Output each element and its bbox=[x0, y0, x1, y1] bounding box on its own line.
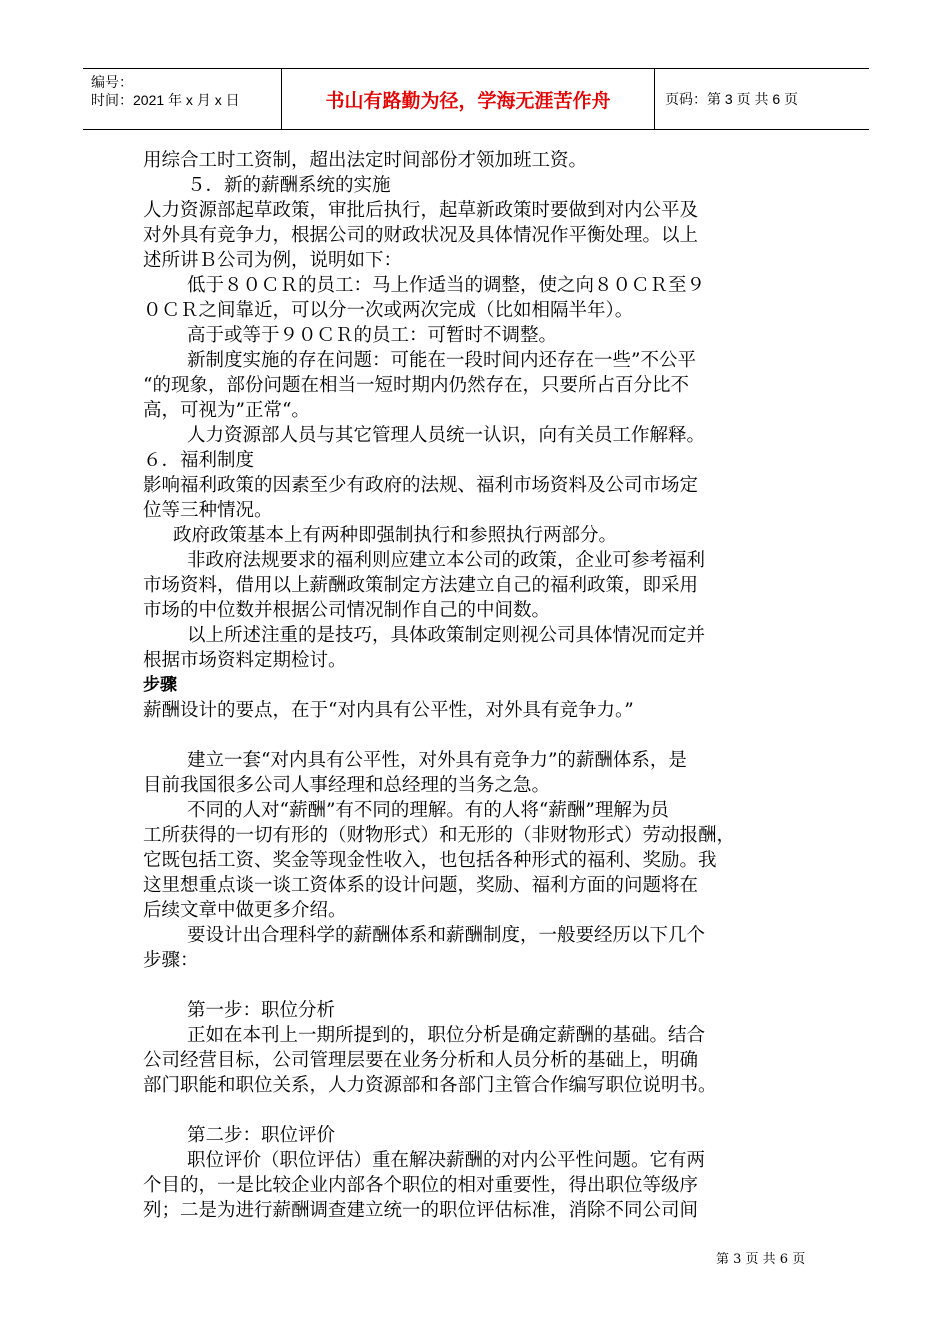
doc-number-label: 编号： bbox=[91, 74, 133, 90]
body-line: 目前我国很多公司人事经理和总经理的当务之急。 bbox=[143, 775, 551, 796]
body-line: 人力资源部人员与其它管理人员统一认识，向有关员工作解释。 bbox=[187, 425, 706, 446]
body-line: 市场资料，借用以上薪酬政策制定方法建立自己的福利政策，即采用 bbox=[143, 575, 699, 596]
blank-line bbox=[143, 1098, 815, 1123]
body-line: 不同的人对“薪酬”有不同的理解。有的人将“薪酬”理解为员 bbox=[187, 800, 669, 821]
header-page-info bbox=[655, 69, 869, 129]
header-page-label: 页码：第 3 页 共 6 页 bbox=[665, 91, 799, 107]
section-heading: ６．福利制度 bbox=[143, 450, 255, 471]
document-body bbox=[143, 148, 815, 1223]
doc-date-label: 时间：2021 年 x 月 x 日 bbox=[91, 92, 240, 108]
body-line: 薪酬设计的要点，在于“对内具有公平性，对外具有竞争力。” bbox=[143, 700, 634, 721]
step-heading: 第一步：职位分析 bbox=[187, 1000, 336, 1021]
body-line: 正如在本刊上一期所提到的，职位分析是确定薪酬的基础。结合 bbox=[187, 1025, 706, 1046]
body-line: 对外具有竞争力，根据公司的财政状况及具体情况作平衡处理。以上 bbox=[143, 225, 699, 246]
body-line: 低于８０ＣＲ的员工：马上作适当的调整，使之向８０ＣＲ至９ bbox=[187, 275, 706, 296]
blank-line bbox=[143, 723, 815, 748]
body-line: “的现象，部份问题在相当一短时期内仍然存在，只要所占百分比不 bbox=[143, 375, 689, 396]
body-line: 部门职能和职位关系，人力资源部和各部门主管合作编写职位说明书。 bbox=[143, 1075, 717, 1096]
section-heading: ５．新的薪酬系统的实施 bbox=[187, 175, 391, 196]
body-line: 以上所述注重的是技巧，具体政策制定则视公司具体情况而定并 bbox=[187, 625, 706, 646]
body-line: 市场的中位数并根据公司情况制作自己的中间数。 bbox=[143, 600, 551, 621]
body-line: 列；二是为进行薪酬调查建立统一的职位评估标准，消除不同公司间 bbox=[143, 1200, 699, 1221]
body-line: 它既包括工资、奖金等现金性收入，也包括各种形式的福利、奖励。我 bbox=[143, 850, 717, 871]
body-line: 工所获得的一切有形的（财物形式）和无形的（非财物形式）劳动报酬， bbox=[143, 825, 736, 846]
body-line: 建立一套“对内具有公平性，对外具有竞争力”的薪酬体系，是 bbox=[187, 750, 687, 771]
body-line: 高，可视为”正常“。 bbox=[143, 400, 310, 421]
page-header bbox=[83, 68, 869, 130]
body-line: 职位评价（职位评估）重在解决薪酬的对内公平性问题。它有两 bbox=[187, 1150, 706, 1171]
blank-line bbox=[143, 973, 815, 998]
header-meta bbox=[83, 69, 282, 129]
body-line: 述所讲Ｂ公司为例，说明如下： bbox=[143, 250, 403, 271]
body-line: 步骤： bbox=[143, 950, 199, 971]
body-line: 非政府法规要求的福利则应建立本公司的政策，企业可参考福利 bbox=[187, 550, 706, 571]
body-line: 用综合工时工资制，超出法定时间部份才领加班工资。 bbox=[143, 150, 588, 171]
body-line: 这里想重点谈一谈工资体系的设计问题，奖励、福利方面的问题将在 bbox=[143, 875, 699, 896]
body-line: 高于或等于９０ＣＲ的员工：可暂时不调整。 bbox=[187, 325, 558, 346]
body-line: ０ＣＲ之间靠近，可以分一次或两次完成（比如相隔半年）。 bbox=[143, 300, 634, 321]
body-line: 根据市场资料定期检讨。 bbox=[143, 650, 347, 671]
steps-heading: 步骤 bbox=[143, 675, 177, 695]
body-line: 政府政策基本上有两种即强制执行和参照执行两部分。 bbox=[173, 525, 618, 546]
body-line: 影响福利政策的因素至少有政府的法规、福利市场资料及公司市场定 bbox=[143, 475, 699, 496]
page-footer: 第 3 页 共 6 页 bbox=[716, 1252, 806, 1267]
body-line: 个目的，一是比较企业内部各个职位的相对重要性，得出职位等级序 bbox=[143, 1175, 699, 1196]
step-heading: 第二步：职位评价 bbox=[187, 1125, 336, 1146]
body-line: 公司经营目标，公司管理层要在业务分析和人员分析的基础上，明确 bbox=[143, 1050, 699, 1071]
body-line: 要设计出合理科学的薪酬体系和薪酬制度，一般要经历以下几个 bbox=[187, 925, 706, 946]
body-line: 新制度实施的存在问题：可能在一段时间内还存在一些”不公平 bbox=[187, 350, 696, 371]
body-line: 位等三种情况。 bbox=[143, 500, 273, 521]
header-motto: 书山有路勤为径，学海无涯苦作舟 bbox=[282, 69, 655, 129]
body-line: 后续文章中做更多介绍。 bbox=[143, 900, 347, 921]
body-line: 人力资源部起草政策，审批后执行，起草新政策时要做到对内公平及 bbox=[143, 200, 699, 221]
